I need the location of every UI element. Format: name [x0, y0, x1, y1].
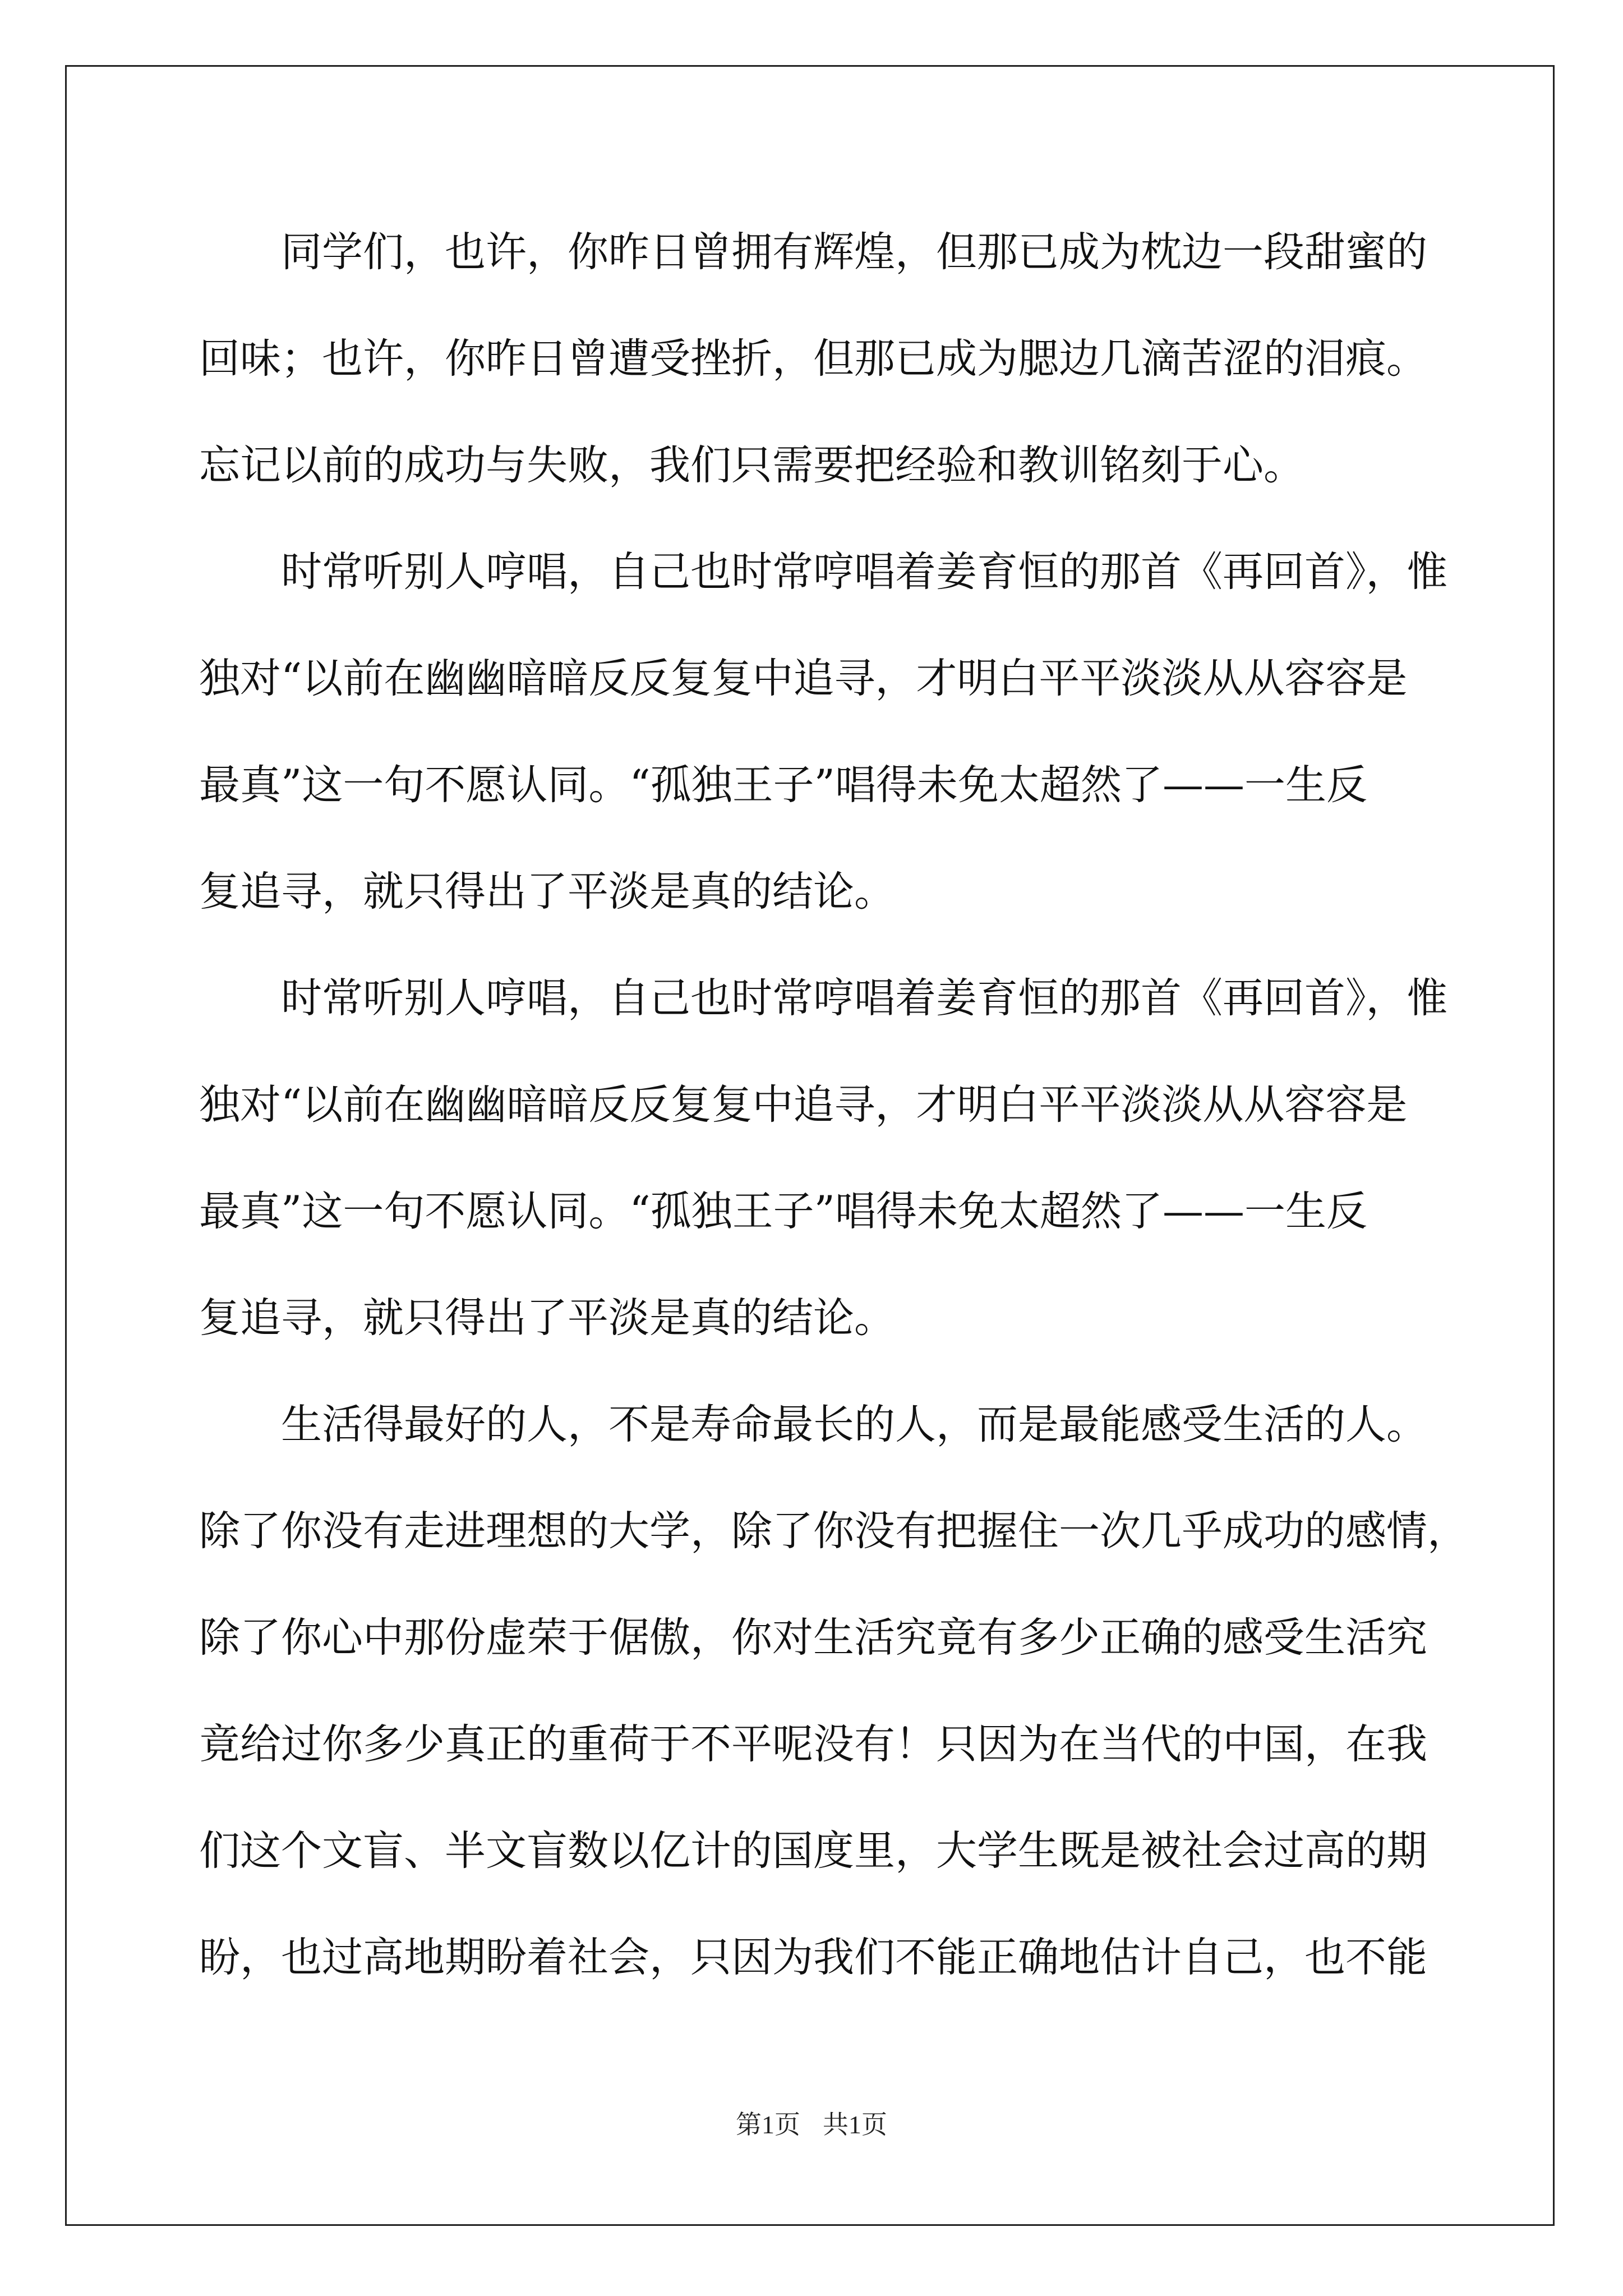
text-line: 复追寻，就只得出了平淡是真的结论。 — [199, 868, 895, 915]
text-line: 时常听别人哼唱，自己也时常哼唱着姜育恒的那首《再回首》，惟 — [199, 974, 1448, 1022]
text-line: 独对“以前在幽幽暗暗反反复复中追寻，才明白平平淡淡从从容容是 — [199, 1081, 1408, 1129]
text-line: 复追寻，就只得出了平淡是真的结论。 — [199, 1294, 895, 1342]
text-line: 盼，也过高地期盼着社会，只因为我们不能正确地估计自己，也不能 — [199, 1934, 1427, 1981]
text-line: 最真”这一句不愿认同。“孤独王子”唱得未免太超然了——一生反 — [199, 761, 1367, 809]
text-line: 时常听别人哼唱，自己也时常哼唱着姜育恒的那首《再回首》，惟 — [199, 548, 1448, 596]
page-total: 共1页 — [823, 2110, 887, 2139]
page-number: 第1页 — [736, 2110, 800, 2139]
text-line: 们这个文盲、半文盲数以亿计的国度里，大学生既是被社会过高的期 — [199, 1827, 1427, 1875]
text-line: 竟给过你多少真正的重荷于不平呢没有！只因为在当代的中国，在我 — [199, 1720, 1427, 1768]
text-line: 除了你没有走进理想的大学，除了你没有把握住一次几乎成功的感情， — [199, 1507, 1468, 1555]
text-line: 独对“以前在幽幽暗暗反反复复中追寻，才明白平平淡淡从从容容是 — [199, 655, 1408, 702]
text-line: 同学们，也许，你昨日曾拥有辉煌，但那已成为枕边一段甜蜜的 — [199, 228, 1427, 276]
document-body — [199, 199, 1468, 2011]
page-footer — [0, 2108, 1623, 2142]
text-line: 忘记以前的成功与失败，我们只需要把经验和教训铭刻于心。 — [199, 441, 1304, 489]
text-line: 回味；也许，你昨日曾遭受挫折，但那已成为腮边几滴苦涩的泪痕。 — [199, 335, 1427, 383]
text-line: 最真”这一句不愿认同。“孤独王子”唱得未免太超然了——一生反 — [199, 1188, 1367, 1235]
text-line: 除了你心中那份虚荣于倨傲，你对生活究竟有多少正确的感受生活究 — [199, 1614, 1427, 1662]
text-line: 生活得最好的人，不是寿命最长的人，而是最能感受生活的人。 — [199, 1401, 1427, 1448]
